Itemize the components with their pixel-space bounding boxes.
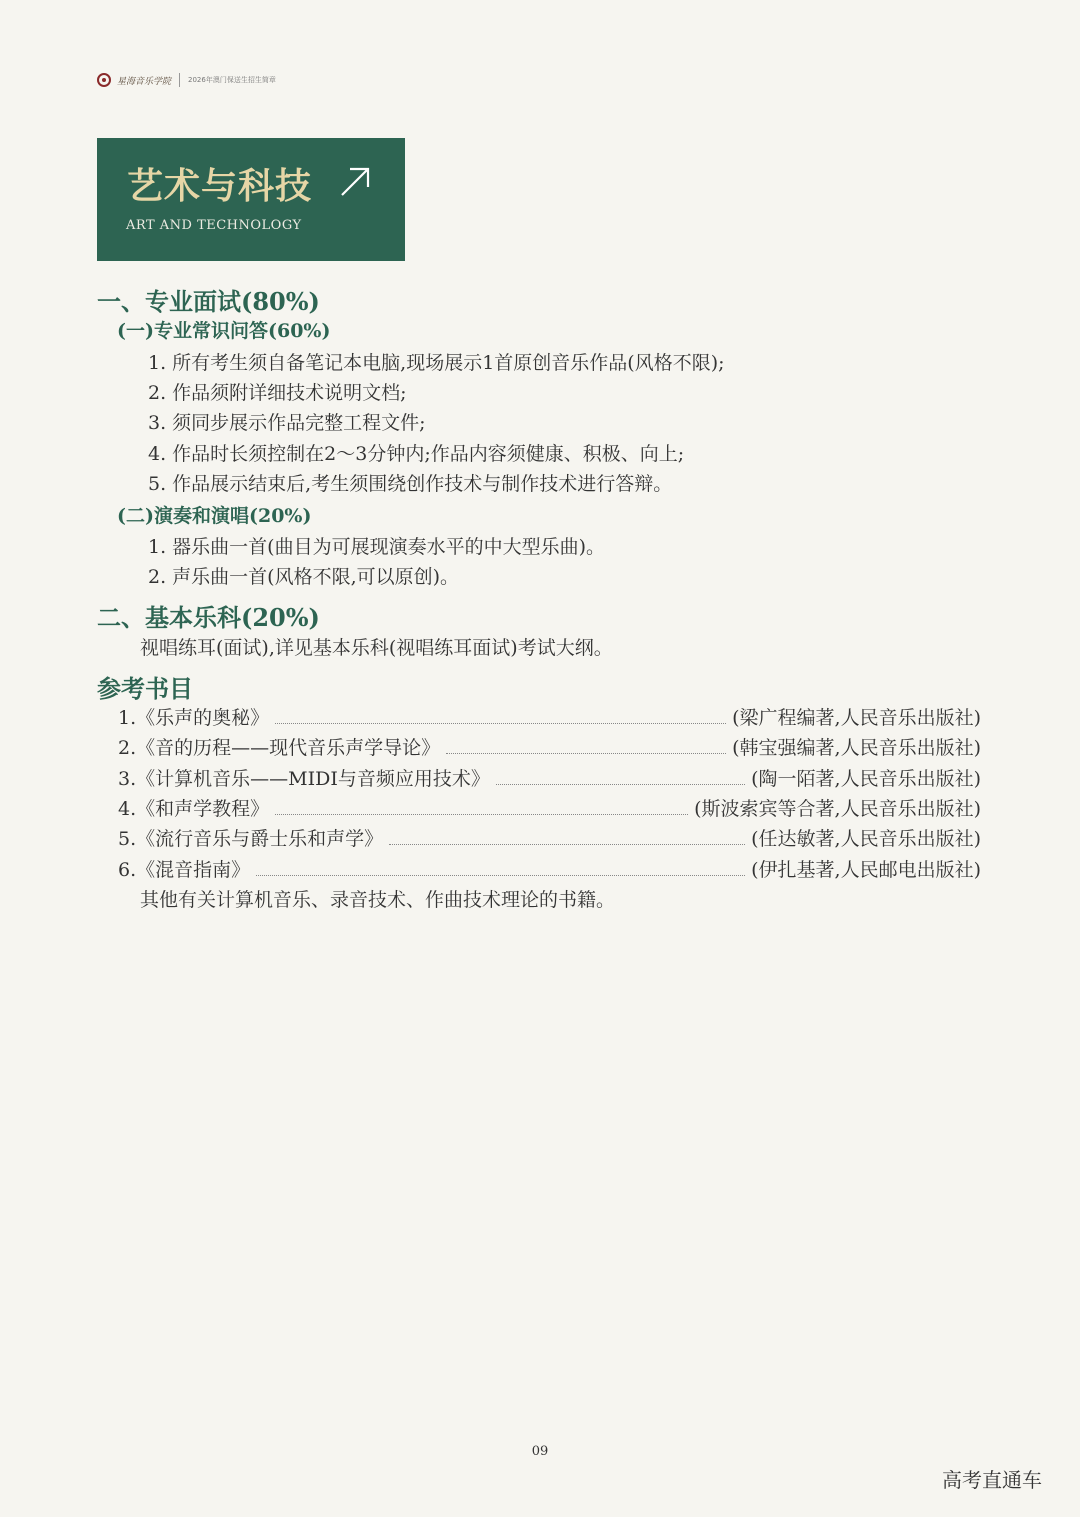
title-english: ART AND TECHNOLOGY — [126, 218, 302, 233]
title-block — [97, 138, 405, 261]
title-chinese: 艺术与科技 — [127, 165, 313, 207]
reference-item — [118, 794, 981, 821]
dotted-leader — [256, 875, 745, 876]
school-logo-text: 星海音乐学院 — [117, 76, 172, 87]
header-subtitle: 2026年澳门保送生招生简章 — [188, 76, 276, 84]
dotted-leader — [275, 723, 726, 724]
dotted-leader — [275, 814, 688, 815]
reference-title: 5.《流行音乐与爵士乐和声学》 — [118, 828, 384, 850]
page-number: 09 — [531, 1444, 549, 1459]
dotted-leader — [496, 784, 745, 785]
section1-sub2-heading: (二)演奏和演唱(20%) — [117, 505, 312, 527]
reference-author: (任达敏著,人民音乐出版社) — [751, 828, 981, 850]
list-item: 2. 声乐曲一首(风格不限,可以原创)。 — [148, 566, 460, 588]
reference-author: (梁广程编著,人民音乐出版社) — [732, 707, 981, 729]
reference-title: 1.《乐声的奥秘》 — [118, 707, 270, 729]
list-item: 5. 作品展示结束后,考生须围绕创作技术与制作技术进行答辩。 — [148, 473, 673, 495]
list-item: 1. 所有考生须自备笔记本电脑,现场展示1首原创音乐作品(风格不限); — [148, 352, 725, 374]
section2-text: 视唱练耳(面试),详见基本乐科(视唱练耳面试)考试大纲。 — [140, 637, 613, 659]
header — [97, 72, 276, 88]
list-item: 1. 器乐曲一首(曲目为可展现演奏水平的中大型乐曲)。 — [148, 536, 605, 558]
reference-item — [118, 824, 981, 851]
reference-author: (韩宝强编著,人民音乐出版社) — [732, 737, 981, 759]
header-divider — [179, 73, 180, 87]
reference-title: 6.《混音指南》 — [118, 859, 251, 881]
references-footer: 其他有关计算机音乐、录音技术、作曲技术理论的书籍。 — [140, 889, 616, 911]
reference-item — [118, 855, 981, 882]
reference-author: (伊扎基著,人民邮电出版社) — [751, 859, 981, 881]
reference-title: 2.《音的历程——现代音乐声学导论》 — [118, 737, 441, 759]
reference-item — [118, 703, 981, 730]
school-seal-icon — [97, 73, 111, 87]
list-item: 3. 须同步展示作品完整工程文件; — [148, 412, 426, 434]
reference-title: 3.《计算机音乐——MIDI与音频应用技术》 — [118, 768, 490, 790]
reference-author: (斯波索宾等合著,人民音乐出版社) — [694, 798, 981, 820]
section2-heading: 二、基本乐科(20%) — [97, 603, 320, 632]
list-item: 4. 作品时长须控制在2～3分钟内;作品内容须健康、积极、向上; — [148, 443, 685, 465]
dotted-leader — [446, 753, 726, 754]
section1-heading: 一、专业面试(80%) — [97, 287, 320, 316]
watermark: 高考直通车 — [942, 1468, 1042, 1492]
reference-author: (陶一陌著,人民音乐出版社) — [751, 768, 981, 790]
section1-sub1-heading: (一)专业常识问答(60%) — [117, 320, 331, 342]
list-item: 2. 作品须附详细技术说明文档; — [148, 382, 407, 404]
dotted-leader — [389, 844, 745, 845]
reference-item — [118, 764, 981, 791]
references-heading: 参考书目 — [97, 674, 193, 703]
reference-title: 4.《和声学教程》 — [118, 798, 270, 820]
reference-item — [118, 733, 981, 760]
arrow-up-right-icon — [339, 166, 371, 198]
